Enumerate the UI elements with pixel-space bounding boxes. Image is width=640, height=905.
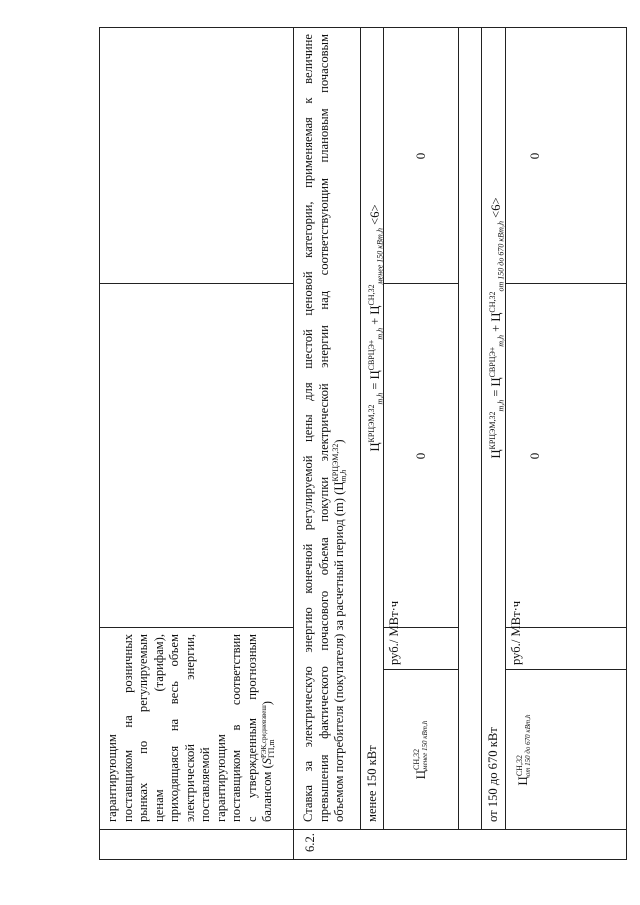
formula-term2-sub: от 150 до 670 кВт,h [496,220,506,292]
header-last-line: объемом потребителя (покупателя) за расчетный период (m) (Ц КРЦЭМ,32 m,h ) [331,439,349,822]
formula-lhs-sup: КРЦЭМ,32 [367,404,376,443]
text-line: электрической энергии, [182,634,197,822]
formula-term2-sup: СН,32 [488,291,497,313]
formula-lhs: Ц [489,449,504,459]
rule-top [99,28,100,860]
top-left-column-text [105,634,276,822]
row-symbol-150-670: Ц СН,32 от 150 до 670 кВт,h [515,714,532,786]
header-line: объемом потребителя (покупателя) за расчетный период (m) [332,498,346,822]
formula-term1-sup: СВРЦЭ+ [367,339,376,371]
header-line: превышения фактического почасового объема покупки электрической энергии над соответствующим плановым почасовым [316,34,331,822]
row-symbol-under-150: Ц СН,32 менее 150 кВт,h [411,720,429,780]
rule-top-mid-column [99,283,294,284]
formula-lhs-sub: m,h [496,399,506,412]
formula-plus: + [368,317,383,325]
formula-eq: = [489,389,504,397]
header-symbol: Ц [332,481,346,491]
formula-footnote: <6> [368,204,383,225]
group-label-under-150: менее 150 кВт [365,745,379,822]
formula-term2-sub: менее 150 кВт,h [375,227,385,285]
text-line: поставщиком в соответствии [229,634,243,822]
text-line: рынках по регулируемым [136,634,150,822]
formula-term1: Ц [368,370,383,380]
header-line: Ставка за электрическую энергию конечной регулируемой цены для шестой ценовой категории, применяемая к величине [301,34,315,822]
text-line: с утвержденным прогнозным [244,634,259,822]
unit-150-670: руб./ МВт·ч [509,600,523,665]
text-line: балансом [260,771,274,822]
group-label-150-670: от 150 до 670 кВт [486,727,500,822]
formula-term2: Ц [368,305,383,315]
rule-left-edge [99,859,627,860]
value-right-150-670: 0 [527,152,542,160]
value-mid-under-150: 0 [412,452,428,460]
formula-term1-sub: m,h [375,327,385,340]
rotated-table [95,10,635,860]
rule-top-left-column [99,627,294,628]
formula-lhs: Ц [368,442,383,452]
formula-term1: Ц [489,377,504,387]
formula-under-150 [361,28,383,628]
rule-bottom [626,28,627,860]
text-line: поставляемой [198,747,212,822]
text-line: гарантирующим [105,734,119,822]
formula-150-670 [482,28,504,628]
rule-cells-row-1-bottom [458,28,459,830]
formula-term1-sup: СВРЦЭ+ [488,346,497,378]
value-right-under-150: 0 [412,152,428,160]
value-mid-150-670: 0 [527,452,542,460]
unit-under-150: руб./ МВт·ч [387,600,401,665]
header-symbol-sub: m,h [339,469,349,482]
formula-term2-sup: СН,32 [367,284,376,306]
formula-lhs-sup: КРЦЭМ,32 [488,411,497,450]
balance-sub: ГП,m [267,739,277,759]
header-symbol-sup: КРЦЭМ,32 [331,443,341,482]
balance-sup: РЭК,средневзвеш [260,705,269,759]
formula-eq: = [368,382,383,390]
formula-term1-sub: m,h [496,334,506,347]
text-line: приходящаяся на весь объем [167,634,181,822]
balance-symbol: S [260,758,274,765]
formula-lhs-sub: m,h [375,392,385,405]
formula-term2: Ц [489,312,504,322]
text-line: гарантирующим [213,734,228,822]
row-number: 6.2. [303,833,317,852]
text-line: ценам (тарифам), [151,634,166,822]
text-line: поставщиком на розничных [120,634,135,822]
row-6-2-header [301,34,348,822]
formula-plus: + [489,324,504,332]
rule-row-separator [293,28,294,860]
formula-footnote: <6> [489,197,504,218]
balance-line: балансом (S РЭК,средневзвеш ГП,m ) [260,701,277,822]
